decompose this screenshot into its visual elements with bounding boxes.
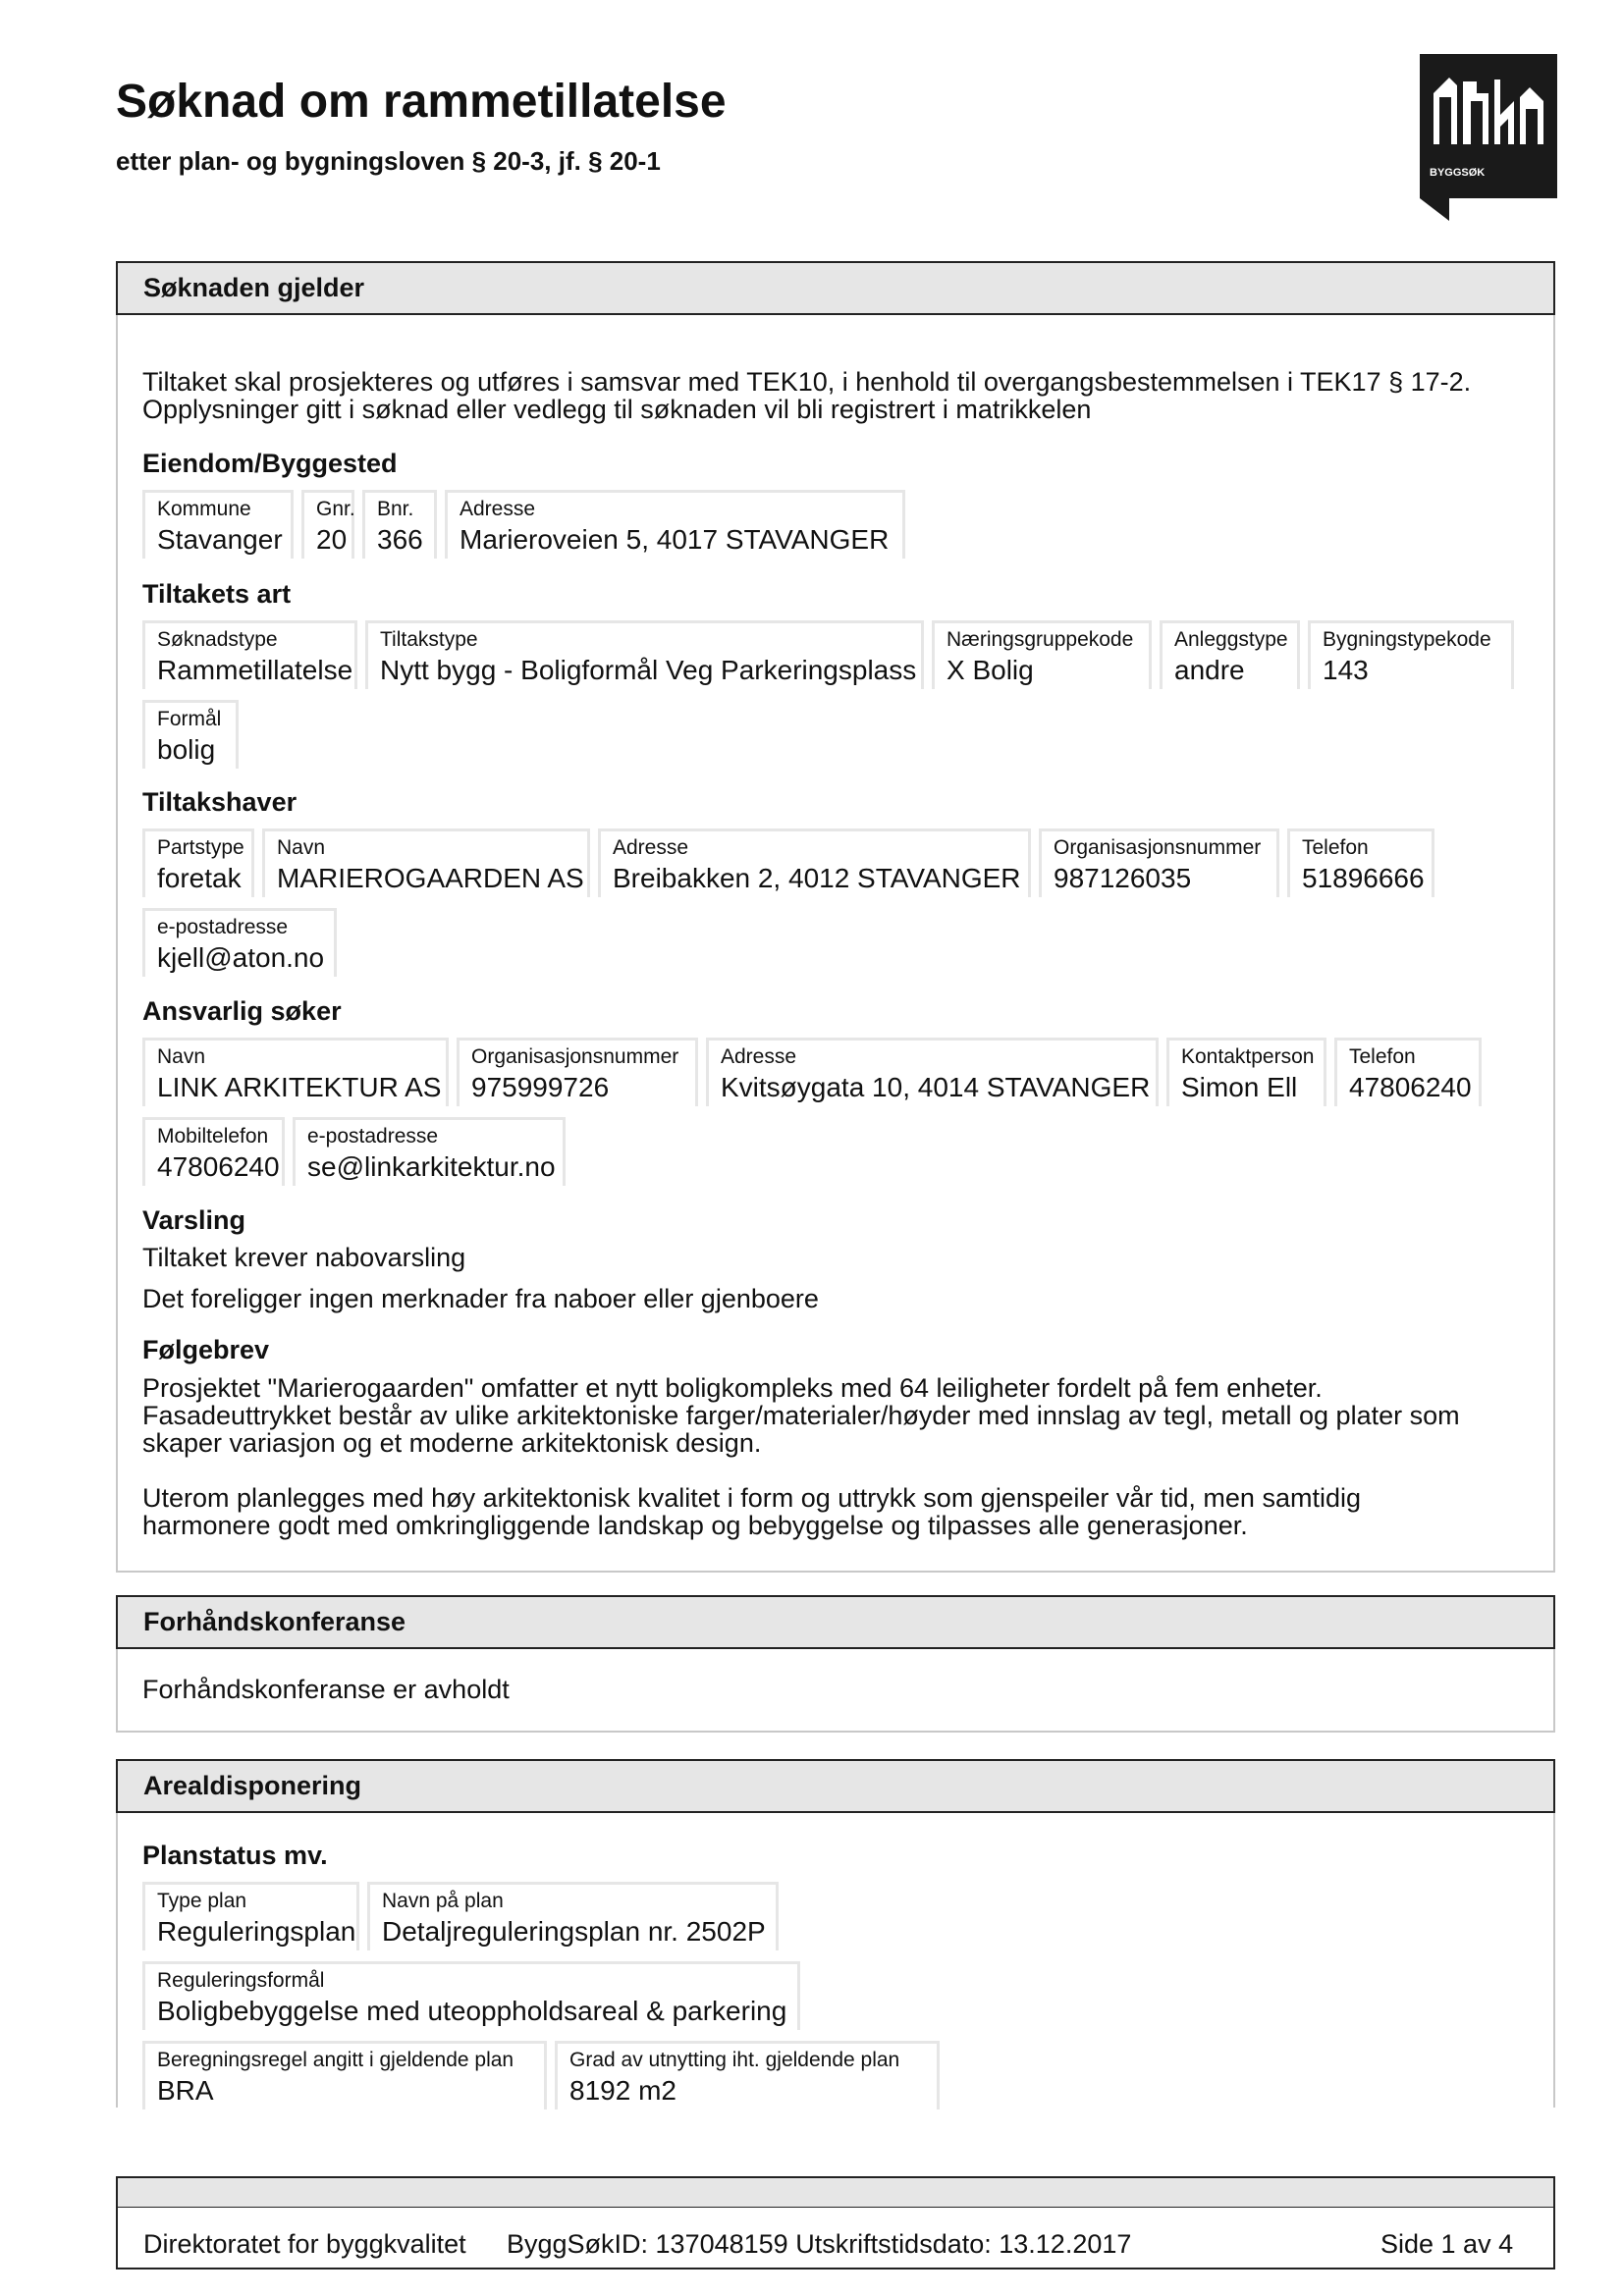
field-label: Organisasjonsnummer [471, 1045, 679, 1068]
field-value: MARIEROGAARDEN AS [277, 863, 584, 894]
field-value: 975999726 [471, 1072, 610, 1103]
field-label: Kommune [157, 498, 251, 520]
folgebrev-p2-line-1: Uterom planlegges med høy arkitektonisk kvalitet i form og uttrykk som gjenspeiler vår tid, men samtidig [142, 1483, 1361, 1513]
field-label: Navn [277, 836, 326, 859]
tiltakets-art-heading: Tiltakets art [142, 579, 292, 609]
field-bygningstypekode [1308, 620, 1514, 689]
eiendom-heading: Eiendom/Byggested [142, 449, 398, 478]
field-value: 987126035 [1054, 863, 1192, 894]
field-value: X Bolig [947, 655, 1034, 686]
field-value: 51896666 [1302, 863, 1425, 894]
field-value: Simon Ell [1181, 1072, 1298, 1103]
footer-id: ByggSøkID: 137048159 Utskriftstidsdato: 13.12.2017 [507, 2229, 1132, 2259]
field-telefon [1334, 1038, 1482, 1106]
field-value: Boligbebyggelse med uteoppholdsareal & parkering [157, 1996, 787, 2027]
field-value: Kvitsøygata 10, 4014 STAVANGER [721, 1072, 1151, 1103]
field-naeringsgruppekode [932, 620, 1152, 689]
field-value: Detaljreguleringsplan nr. 2502P [382, 1916, 766, 1948]
tiltakets-art-fields [142, 620, 1522, 689]
field-label: Tiltakstype [380, 628, 478, 651]
field-label: Anleggstype [1174, 628, 1288, 651]
field-label: Telefon [1349, 1045, 1416, 1068]
field-label: Kontaktperson [1181, 1045, 1315, 1068]
forhandskonferanse-text: Forhåndskonferanse er avholdt [142, 1675, 510, 1704]
field-value: 47806240 [1349, 1072, 1472, 1103]
field-mobiltelefon [142, 1117, 285, 1186]
field-label: Adresse [721, 1045, 797, 1068]
field-value: Stavanger [157, 524, 283, 556]
section-header-forhandskonferanse: Forhåndskonferanse [116, 1595, 1555, 1649]
field-value: Marieroveien 5, 4017 STAVANGER [460, 524, 890, 556]
footer-strip [118, 2178, 1553, 2208]
field-label: e-postadresse [307, 1125, 439, 1148]
tiltakshaver-fields [142, 828, 1442, 897]
field-value: Rammetillatelse [157, 655, 353, 686]
reguleringsformal-row [142, 1961, 808, 2030]
field-value: BRA [157, 2075, 214, 2107]
field-type-plan [142, 1882, 359, 1950]
field-label: Næringsgruppekode [947, 628, 1134, 651]
field-kommune [142, 490, 294, 559]
field-value: foretak [157, 863, 242, 894]
field-label: Telefon [1302, 836, 1369, 859]
field-anleggstype [1160, 620, 1300, 689]
section-header-soknaden-gjelder: Søknaden gjelder [116, 261, 1555, 315]
field-label: Gnr. [316, 498, 355, 520]
field-adresse [445, 490, 905, 559]
field-value: 8192 m2 [569, 2075, 676, 2107]
field-value: 47806240 [157, 1151, 280, 1183]
field-label: Bnr. [377, 498, 414, 520]
varsling-line-2: Det foreligger ingen merknader fra naboer eller gjenboere [142, 1284, 819, 1313]
tiltakshaver-heading: Tiltakshaver [142, 787, 298, 817]
page-title: Søknad om rammetillatelse [116, 76, 727, 128]
field-adresse [706, 1038, 1159, 1106]
field-value: andre [1174, 655, 1245, 686]
logo-text: BYGGSØK [1430, 167, 1486, 179]
field-label: Adresse [460, 498, 536, 520]
field-value: Breibakken 2, 4012 STAVANGER [613, 863, 1021, 894]
tiltakshaver-epost-row [142, 908, 345, 977]
planstatus-heading: Planstatus mv. [142, 1841, 328, 1870]
varsling-line-1: Tiltaket krever nabovarsling [142, 1243, 466, 1272]
field-value: Nytt bygg - Boligformål Veg Parkeringsplass [380, 655, 917, 686]
field-formal [142, 700, 239, 769]
field-telefon [1287, 828, 1434, 897]
page-footer [116, 2176, 1555, 2269]
folgebrev-p1-line-3: skaper variasjon og et moderne arkitektonisk design. [142, 1428, 762, 1458]
field-label: Beregningsregel angitt i gjeldende plan [157, 2049, 514, 2071]
field-beregningsregel [142, 2041, 547, 2109]
field-reguleringsformal [142, 1961, 800, 2030]
byggsok-logo-icon [1420, 54, 1557, 221]
field-value: LINK ARKITEKTUR AS [157, 1072, 442, 1103]
field-label: e-postadresse [157, 916, 289, 938]
field-bnr [362, 490, 437, 559]
field-value: 366 [377, 524, 423, 556]
section-header-arealdisponering: Arealdisponering [116, 1759, 1555, 1813]
field-label: Adresse [613, 836, 689, 859]
field-label: Partstype [157, 836, 244, 859]
intro-line-2: Opplysninger gitt i søknad eller vedlegg til søknaden vil bli registrert i matrikkelen [142, 395, 1092, 424]
ansvarlig-soker-fields [142, 1038, 1489, 1106]
field-gnr [301, 490, 354, 559]
field-grad-av-utnytting [555, 2041, 940, 2109]
field-navn-pa-plan [367, 1882, 779, 1950]
ansvarlig-soker-heading: Ansvarlig søker [142, 996, 342, 1026]
eiendom-fields [142, 490, 913, 559]
field-label: Organisasjonsnummer [1054, 836, 1262, 859]
field-epostadresse [142, 908, 337, 977]
field-label: Navn på plan [382, 1890, 504, 1912]
folgebrev-p2-line-2: harmonere godt med omkringliggende landskap og bebyggelse og tilpasses alle generasjoner. [142, 1511, 1248, 1540]
field-navn [262, 828, 590, 897]
field-label: Søknadstype [157, 628, 278, 651]
ansvarlig-soker-fields-2 [142, 1117, 573, 1186]
field-label: Type plan [157, 1890, 247, 1912]
field-organisasjonsnummer [1039, 828, 1279, 897]
planstatus-fields [142, 1882, 786, 1950]
page-subtitle: etter plan- og bygningsloven § 20-3, jf. § 20-1 [116, 146, 661, 176]
varsling-heading: Varsling [142, 1205, 246, 1235]
field-value: se@linkarkitektur.no [307, 1151, 556, 1183]
folgebrev-heading: Følgebrev [142, 1335, 270, 1364]
footer-page-number: Side 1 av 4 [1380, 2229, 1514, 2259]
field-epostadresse [293, 1117, 566, 1186]
field-kontaktperson [1166, 1038, 1326, 1106]
folgebrev-p1-line-2: Fasadeuttrykket består av ulike arkitektoniske farger/materialer/høyder med innslag av tegl, metall og plater som [142, 1401, 1460, 1430]
field-partstype [142, 828, 254, 897]
field-label: Navn [157, 1045, 206, 1068]
field-value: 143 [1323, 655, 1369, 686]
intro-line-1: Tiltaket skal prosjekteres og utføres i samsvar med TEK10, i henhold til overgangsbestemmelsen i TEK17 § 17-2. [142, 367, 1472, 397]
field-value: bolig [157, 734, 216, 766]
field-soknadstype [142, 620, 357, 689]
field-label: Formål [157, 708, 222, 730]
field-label: Bygningstypekode [1323, 628, 1491, 651]
byggsok-logo [1420, 54, 1557, 221]
folgebrev-p1-line-1: Prosjektet "Marierogaarden" omfatter et nytt boligkompleks med 64 leiligheter fordelt på fem enheter. [142, 1373, 1323, 1403]
field-label: Mobiltelefon [157, 1125, 269, 1148]
field-tiltakstype [365, 620, 924, 689]
field-label: Grad av utnytting iht. gjeldende plan [569, 2049, 900, 2071]
field-adresse [598, 828, 1031, 897]
footer-org: Direktoratet for byggkvalitet [143, 2229, 466, 2259]
field-value: 20 [316, 524, 348, 556]
formal-row [142, 700, 246, 769]
field-navn [142, 1038, 449, 1106]
beregning-fields [142, 2041, 947, 2109]
field-value: Reguleringsplan [157, 1916, 356, 1948]
field-label: Reguleringsformål [157, 1969, 325, 1992]
field-organisasjonsnummer [457, 1038, 698, 1106]
field-value: kjell@aton.no [157, 942, 325, 974]
